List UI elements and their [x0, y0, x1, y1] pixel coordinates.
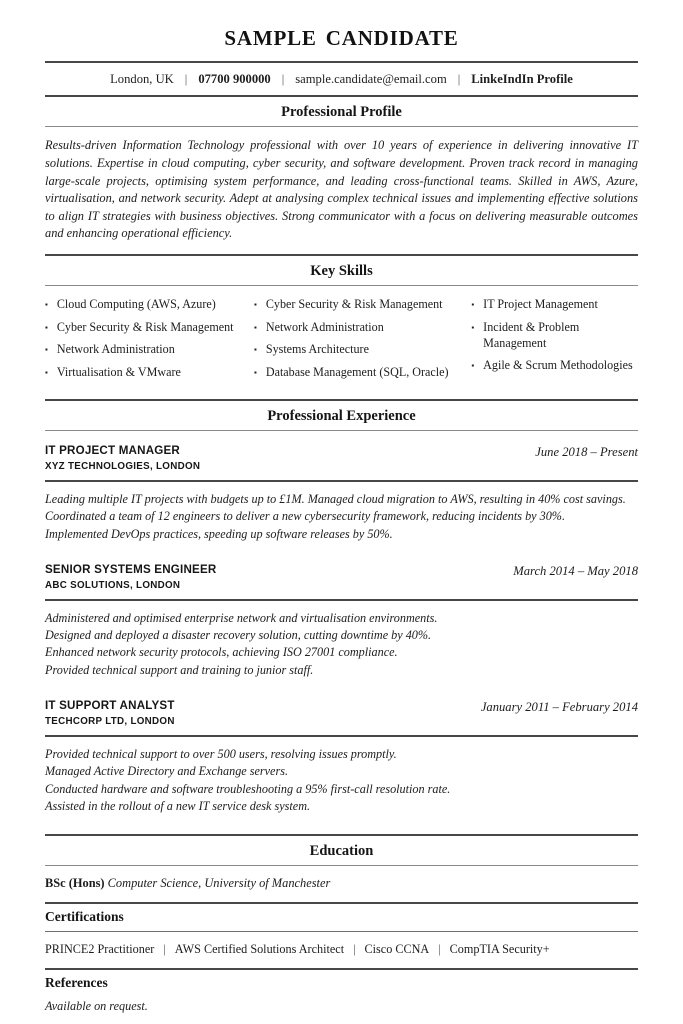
- skill-label: Agile & Scrum Methodologies: [483, 358, 633, 372]
- section-heading-professional-profile: Professional Profile: [45, 95, 638, 127]
- skill-label: Cyber Security & Risk Management: [265, 297, 443, 312]
- skill-item: [471, 320, 638, 352]
- bullet-icon: ▪: [471, 300, 475, 310]
- job-description-line: Managed Active Directory and Exchange servers.: [45, 764, 288, 779]
- skill-label: Incident & Problem Management: [483, 319, 580, 350]
- skill-label: Network Administration: [56, 342, 175, 357]
- job-company: ABC SOLUTIONS, LONDON: [45, 580, 181, 592]
- job-description-line: Designed and deployed a disaster recovery solution, cutting downtime by 40%.: [45, 628, 432, 643]
- contact-separator: |: [457, 72, 461, 87]
- job-title-block: [45, 443, 200, 474]
- contact-separator: |: [184, 72, 188, 87]
- contact-location: London, UK: [110, 72, 174, 87]
- skill-item: [471, 358, 638, 374]
- job-company: TECHCORP LTD, LONDON: [45, 716, 175, 728]
- job-title: SENIOR SYSTEMS ENGINEER: [45, 563, 217, 576]
- skill-item: [471, 297, 638, 313]
- bullet-icon: ▪: [45, 345, 48, 355]
- contact-phone: 07700 900000: [198, 72, 271, 87]
- bullet-icon: ▪: [254, 367, 257, 377]
- job-description-line: Administered and optimised enterprise network and virtualisation environments.: [45, 610, 438, 625]
- job-description: [45, 491, 638, 543]
- job-description: [45, 746, 638, 815]
- skill-item: [254, 342, 457, 358]
- certifications-separator: |: [163, 942, 166, 957]
- job-description-line: Coordinated a team of 12 engineers to deliver a new cybersecurity framework, reducing incidents by 30%.: [45, 509, 566, 524]
- job-description-line: Implemented DevOps practices, speeding up software releases by 50%.: [45, 526, 393, 541]
- bullet-icon: ▪: [45, 322, 48, 332]
- skill-label: Network Administration: [265, 319, 384, 334]
- contact-linkedin-link: LinkeIndIn Profile: [471, 72, 573, 87]
- education-detail: Computer Science, University of Manchester: [107, 876, 331, 891]
- job-description-line: Enhanced network security protocols, achieving ISO 27001 compliance.: [45, 645, 398, 660]
- skill-item: [254, 365, 457, 381]
- contact-separator: |: [281, 72, 285, 87]
- certification-item: PRINCE2 Practitioner: [45, 942, 155, 957]
- section-heading-key-skills: Key Skills: [45, 254, 638, 286]
- experience-list: [45, 443, 638, 815]
- skill-item: [45, 297, 240, 313]
- skill-item: [254, 320, 457, 336]
- skill-item: [254, 297, 457, 313]
- skill-label: Cyber Security & Risk Management: [56, 319, 234, 334]
- bullet-icon: ▪: [254, 300, 257, 310]
- job-description-line: Leading multiple IT projects with budgets up to £1M. Managed cloud migration to AWS, resulting in 40% cost savings.: [45, 492, 626, 507]
- contact-email: sample.candidate@email.com: [295, 72, 447, 87]
- education-entry: [45, 876, 638, 891]
- skill-item: [45, 365, 240, 381]
- job-company: XYZ TECHNOLOGIES, LONDON: [45, 461, 201, 473]
- job-header: [45, 698, 638, 737]
- job-title: IT PROJECT MANAGER: [45, 444, 181, 458]
- skills-column-3: [471, 297, 638, 387]
- certification-item: AWS Certified Solutions Architect: [174, 942, 345, 957]
- job-description-line: Conducted hardware and software troubleshooting a 95% first-call resolution rate.: [45, 781, 451, 796]
- section-heading-education: Education: [45, 834, 638, 866]
- skill-label: Database Management (SQL, Oracle): [265, 364, 449, 379]
- skill-label: Systems Architecture: [265, 342, 369, 357]
- job-dates: June 2018 – Present: [535, 445, 638, 460]
- bullet-icon: ▪: [45, 300, 48, 310]
- bullet-icon: ▪: [471, 361, 475, 370]
- section-heading-certifications: Certifications: [45, 902, 638, 932]
- bullet-icon: ▪: [254, 345, 257, 355]
- section-heading-references: References: [45, 968, 638, 994]
- job-entry-it-support-analyst: [45, 698, 638, 815]
- bullet-icon: ▪: [45, 367, 48, 377]
- certification-item: CompTIA Security+: [449, 942, 550, 957]
- job-dates: January 2011 – February 2014: [480, 700, 638, 715]
- certifications-separator: |: [438, 942, 441, 957]
- job-description-line: Provided technical support to over 500 users, resolving issues promptly.: [45, 746, 397, 761]
- bullet-icon: ▪: [254, 322, 257, 332]
- job-description-line: Provided technical support and training to junior staff.: [45, 662, 314, 677]
- skills-column-1: [45, 297, 240, 387]
- section-heading-professional-experience: Professional Experience: [45, 399, 638, 431]
- education-degree: BSc (Hons): [45, 876, 105, 891]
- contact-bar: [45, 63, 638, 95]
- job-header: [45, 443, 638, 482]
- skill-item: [45, 320, 240, 336]
- candidate-name: SAMPLE CANDIDATE: [224, 26, 459, 50]
- job-title: IT SUPPORT ANALYST: [45, 699, 175, 713]
- skill-item: [45, 342, 240, 358]
- job-header: [45, 562, 638, 601]
- job-title-block: [45, 698, 175, 729]
- skill-label: IT Project Management: [483, 297, 598, 312]
- skill-label: Virtualisation & VMware: [56, 364, 181, 379]
- profile-summary-text: Results-driven Information Technology professional with over 10 years of experience in delivering innovative IT solutions. Expertise in cloud computing, cyber security, and software development. Proven track record in managing large-scale projects, optimising system performance, and leading cross-functional teams. Skilled in AWS, Azure, virtualisation, and network security. Adept at analysing complex technical issues and implementing effective solutions to align IT strategies with business objectives. Strong communicator with a focus on delivering measurable outcomes and enhancing operational efficiency.: [45, 138, 638, 241]
- job-dates: March 2014 – May 2018: [513, 564, 638, 578]
- job-entry-senior-systems-engineer: [45, 562, 638, 679]
- certification-item: Cisco CCNA: [364, 942, 430, 957]
- certifications-separator: |: [353, 942, 356, 957]
- job-entry-it-project-manager: [45, 443, 638, 543]
- job-title-block: [45, 562, 216, 593]
- job-description: [45, 610, 638, 679]
- job-description-line: Assisted in the rollout of a new IT service desk system.: [45, 798, 311, 813]
- skill-label: Cloud Computing (AWS, Azure): [56, 297, 216, 312]
- bullet-icon: ▪: [471, 322, 475, 332]
- skills-column-2: [254, 297, 457, 387]
- certifications-list: [45, 942, 638, 957]
- references-text: Available on request.: [45, 999, 148, 1014]
- skills-grid: [45, 297, 638, 387]
